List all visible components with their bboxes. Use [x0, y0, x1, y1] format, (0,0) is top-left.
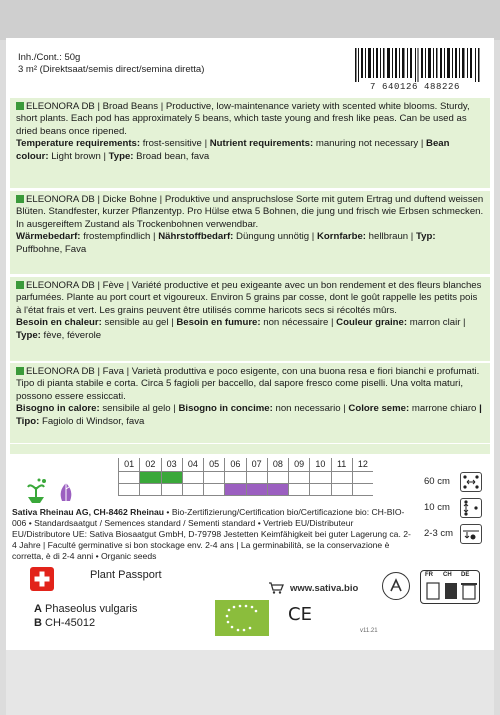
plant-passport-title: Plant Passport — [90, 569, 162, 581]
spacing-legend — [424, 470, 490, 548]
recycling-info — [380, 566, 494, 608]
passport-a — [34, 603, 137, 615]
nutrient-label: Besoin en fumure: — [176, 317, 261, 329]
month-label: 06 — [224, 458, 245, 471]
green-square-icon — [16, 102, 24, 110]
sowing-cell — [246, 472, 267, 483]
harvest-cell — [224, 484, 245, 495]
company-name: Sativa Rheinau AG, CH-8462 Rheinau — [12, 507, 165, 517]
harvest-cell — [139, 484, 160, 495]
month-label: 02 — [139, 458, 160, 471]
type-value: fève, féverole — [43, 329, 102, 341]
passport-b-label: B — [34, 617, 42, 629]
row-distance — [424, 470, 490, 496]
colour-label: Colore seme: — [348, 403, 410, 415]
sowing-cell — [118, 472, 139, 483]
sowing-depth — [424, 522, 490, 548]
recycle-label-ch: CH — [443, 572, 452, 578]
content-line-2: 3 m² (Direktsaat/semis direct/semina diretta) — [18, 64, 205, 75]
barcode-icon — [353, 48, 483, 82]
plant-distance — [424, 496, 490, 522]
harvest-cell — [182, 484, 203, 495]
barcode-number: 7 640126 488226 — [369, 82, 460, 92]
colour-value: marrone chiaro — [411, 403, 477, 415]
sowing-calendar — [118, 458, 373, 502]
ce-mark: CE — [288, 604, 312, 625]
nutrient-label: Nutrient requirements: — [209, 138, 314, 150]
intro-text: ELEONORA DB | Fava | Varietà produttiva e poco esigente, con una buona resa e fiori bianchi e profumati. Tipo di pianta stabile e corta. Circa 5 fagioli per baccello, dal sapore fresco come piselli. Una volta maturi, possono essere essiccati. — [16, 366, 480, 402]
description-italian — [10, 363, 490, 443]
sowing-cell — [309, 472, 330, 483]
colour-value: Light brown | — [51, 150, 106, 162]
passport-b — [34, 617, 95, 629]
intro-text: ELEONORA DB | Broad Beans | Productive, low-maintenance variety with scented white blooms. Sturdy, short plants. Each pod has approximately 5 beans, which taste young and fresh like peas. Can be used as dried beans once ripened. — [16, 101, 470, 137]
description-french — [10, 277, 490, 361]
sowing-cell — [224, 472, 245, 483]
sowing-cell — [139, 472, 160, 483]
nutrient-value: non necessario | — [275, 403, 346, 415]
background-top — [0, 0, 500, 40]
month-label: 12 — [352, 458, 373, 471]
passport-b-value: CH-45012 — [45, 617, 96, 629]
company-info — [12, 507, 412, 562]
type-value: Broad bean, fava — [136, 150, 210, 162]
temperature-value: sensibile al gelo | — [102, 403, 176, 415]
type-label: Typ: — [415, 231, 436, 243]
calendar-harvest-row — [118, 483, 373, 495]
nutrient-value: manuring not necessary | — [315, 138, 424, 150]
barcode — [345, 48, 485, 92]
passport-a-label: A — [34, 603, 42, 615]
sowing-cell — [203, 472, 224, 483]
harvest-cell — [267, 484, 288, 495]
harvest-cell — [161, 484, 182, 495]
version-label: v11.21 — [360, 628, 378, 634]
company-details: • Bio-Zertifizierung/Certification bio/Certificazione bio: CH-BIO-006 • Standardsaatgut / Semences standard / Sementi standard • Vertrieb EU/Distributeur EU/Distributore UE: Sativa Biosaatgut GmbH, D-79798 Jestetten Keimfähigkeit bei guter Lagerung ca. 2-4 Jahre | Faculté germinative si bon stockage env. 2-4 ans | La germinabilità, se la conservazione è corretta, è di 2-4 anni • Organic seeds — [12, 507, 411, 561]
nutrient-value: non nécessaire | — [263, 317, 334, 329]
content-line-1: Inh./Cont.: 50g — [18, 52, 81, 63]
colour-value: hellbraun | — [368, 231, 414, 243]
temperature-label: Besoin en chaleur: — [16, 317, 102, 329]
month-label: 05 — [203, 458, 224, 471]
sowing-cell — [331, 472, 352, 483]
temperature-value: frostempfindlich | — [83, 231, 156, 243]
harvest-cell — [331, 484, 352, 495]
colour-label: Kornfarbe: — [316, 231, 366, 243]
green-square-icon — [16, 195, 24, 203]
row-distance-label: 60 cm — [424, 476, 450, 487]
recycle-label-de: DE — [461, 572, 470, 578]
temperature-value: sensible au gel | — [104, 317, 174, 329]
description-german — [10, 191, 490, 274]
type-label: Type: — [108, 150, 134, 162]
harvest-cell — [203, 484, 224, 495]
harvest-cell — [352, 484, 373, 495]
month-label: 04 — [182, 458, 203, 471]
type-label: Type: — [16, 329, 41, 341]
calendar-months — [118, 458, 373, 471]
nutrient-value: Düngung unnötig | — [236, 231, 315, 243]
month-label: 11 — [331, 458, 352, 471]
plant-distance-icon — [460, 498, 482, 518]
temperature-label: Wärmebedarf: — [16, 231, 81, 243]
recycle-label-fr: FR — [425, 572, 433, 578]
temperature-label: Bisogno in calore: — [16, 403, 100, 415]
harvest-cell — [118, 484, 139, 495]
nutrient-label: Nährstoffbedarf: — [158, 231, 234, 243]
green-fill — [10, 444, 490, 454]
type-value: Puffbohne, Fava — [16, 243, 87, 255]
month-label: 03 — [161, 458, 182, 471]
content-weight — [18, 52, 208, 76]
sorting-box — [420, 570, 480, 604]
plant-distance-label: 10 cm — [424, 502, 450, 513]
packet-bottom — [6, 650, 494, 715]
triman-icon — [382, 572, 410, 600]
month-label: 01 — [118, 458, 139, 471]
passport-a-value: Phaseolus vulgaris — [45, 603, 138, 615]
sowing-harvest-icon — [22, 475, 82, 505]
swiss-flag-icon — [30, 567, 54, 591]
type-value: Fagiolo di Windsor, fava — [41, 415, 145, 427]
row-distance-icon — [460, 472, 482, 492]
green-square-icon — [16, 367, 24, 375]
month-label: 07 — [246, 458, 267, 471]
sowing-cell — [288, 472, 309, 483]
intro-text: ELEONORA DB | Fève | Variété productive et peu exigeante avec un bon rendement et des fleurs blanches parfumées. Plante au port court et vigoureux. Environ 5 grains par cosse, dont le goût rappelle les petits pois à l'état frais et vert. Les grains peuvent être utilisés comme haricots secs si récoltés mûrs. — [16, 280, 482, 316]
temperature-value: frost-sensitive | — [142, 138, 208, 150]
sowing-depth-label: 2-3 cm — [424, 528, 454, 539]
type-label: | Tipo: — [16, 403, 482, 427]
sowing-cell — [267, 472, 288, 483]
sowing-depth-icon — [460, 524, 482, 544]
month-label: 10 — [309, 458, 330, 471]
eu-organic-logo-icon — [215, 600, 269, 636]
sowing-cell — [161, 472, 182, 483]
nutrient-label: Bisogno in concime: — [178, 403, 273, 415]
month-label: 08 — [267, 458, 288, 471]
harvest-cell — [288, 484, 309, 495]
colour-value: marron clair | — [409, 317, 466, 329]
temperature-label: Temperature requirements: — [16, 138, 141, 150]
colour-label: Bean colour: — [16, 138, 450, 162]
calendar-sowing-row — [118, 471, 373, 483]
description-english — [10, 98, 490, 188]
calendar-bottom-line — [118, 495, 373, 496]
harvest-cell — [246, 484, 267, 495]
intro-text: ELEONORA DB | Dicke Bohne | Produktive und anspruchslose Sorte mit gutem Ertrag und duftend weissen Blüten. Standfester, kurzer Pflanzentyp. Pro Hülse etwa 5 Bohnen, die jung und frisch wie Erbsen schmecken. In ausgereiftem Zustand als Trockenbohnen verwendbar. — [16, 194, 484, 230]
bin-icons — [425, 581, 477, 601]
green-square-icon — [16, 281, 24, 289]
harvest-cell — [309, 484, 330, 495]
cart-icon — [268, 582, 284, 594]
month-label: 09 — [288, 458, 309, 471]
sowing-cell — [352, 472, 373, 483]
colour-label: Couleur graine: — [336, 317, 408, 329]
website-link[interactable]: www.sativa.bio — [290, 583, 359, 594]
sowing-cell — [182, 472, 203, 483]
